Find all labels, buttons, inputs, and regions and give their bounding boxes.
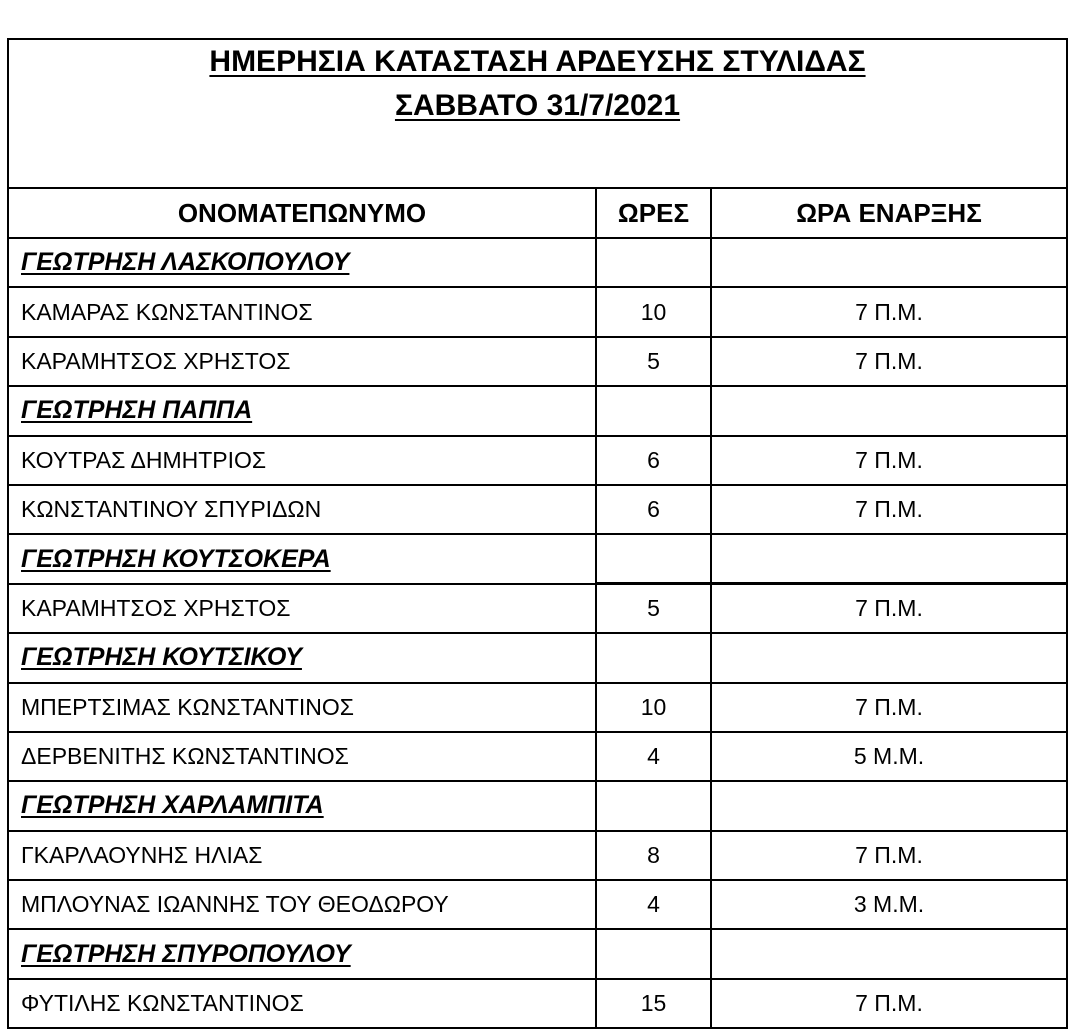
person-name-cell: ΓΚΑΡΛΑΟΥΝΗΣ ΗΛΙΑΣ	[8, 831, 596, 880]
group-heading-empty-cell	[711, 534, 1067, 583]
title-row	[8, 39, 1067, 188]
group-heading-label: ΓΕΩΤΡΗΣΗ ΧΑΡΛΑΜΠΙΤΑ	[8, 781, 596, 830]
group-heading-empty-cell	[711, 929, 1067, 978]
title-line-2-date: ΣΑΒΒΑΤΟ 31/7/2021	[394, 89, 681, 122]
table-row	[8, 831, 1067, 880]
column-header-row	[8, 188, 1067, 238]
table-row	[8, 880, 1067, 929]
person-name-cell: ΚΑΡΑΜΗΤΣΟΣ ΧΡΗΣΤΟΣ	[8, 584, 596, 633]
table-row	[8, 732, 1067, 781]
group-heading-row	[8, 929, 1067, 978]
hours-cell: 4	[596, 880, 711, 929]
hours-cell: 5	[596, 584, 711, 633]
group-heading-label: ΓΕΩΤΡΗΣΗ ΛΑΣΚΟΠΟΥΛΟΥ	[8, 238, 596, 287]
group-heading-empty-cell	[711, 633, 1067, 682]
group-heading-label: ΓΕΩΤΡΗΣΗ ΚΟΥΤΣΙΚΟΥ	[8, 633, 596, 682]
group-heading-empty-cell	[596, 633, 711, 682]
start-time-cell: 7 Π.Μ.	[711, 683, 1067, 732]
person-name-cell: ΔΕΡΒΕΝΙΤΗΣ ΚΩΝΣΤΑΝΤΙΝΟΣ	[8, 732, 596, 781]
group-heading-row	[8, 633, 1067, 682]
start-time-cell: 5 Μ.Μ.	[711, 732, 1067, 781]
hours-cell: 6	[596, 485, 711, 534]
header-start-time: ΩΡΑ ΕΝΑΡΞΗΣ	[711, 188, 1067, 238]
document-title	[8, 39, 1067, 188]
group-heading-empty-cell	[596, 534, 711, 583]
group-heading-row	[8, 781, 1067, 830]
table-row	[8, 979, 1067, 1028]
start-time-cell: 7 Π.Μ.	[711, 584, 1067, 633]
header-name: ΟΝΟΜΑΤΕΠΩΝΥΜΟ	[8, 188, 596, 238]
group-heading-row	[8, 534, 1067, 583]
group-heading-empty-cell	[596, 781, 711, 830]
header-hours: ΩΡΕΣ	[596, 188, 711, 238]
person-name-cell: ΚΑΜΑΡΑΣ ΚΩΝΣΤΑΝΤΙΝΟΣ	[8, 287, 596, 336]
group-heading-empty-cell	[596, 386, 711, 435]
group-heading-label: ΓΕΩΤΡΗΣΗ ΚΟΥΤΣΟΚΕΡΑ	[8, 534, 596, 583]
hours-cell: 8	[596, 831, 711, 880]
group-heading-empty-cell	[711, 386, 1067, 435]
irrigation-schedule-table	[7, 38, 1068, 1029]
hours-cell: 10	[596, 683, 711, 732]
hours-cell: 10	[596, 287, 711, 336]
start-time-cell: 7 Π.Μ.	[711, 337, 1067, 386]
person-name-cell: ΚΑΡΑΜΗΤΣΟΣ ΧΡΗΣΤΟΣ	[8, 337, 596, 386]
title-line-1: ΗΜΕΡΗΣΙΑ ΚΑΤΑΣΤΑΣΗ ΑΡΔΕΥΣΗΣ ΣΤΥΛΙΔΑΣ	[209, 45, 866, 78]
table-row	[8, 485, 1067, 534]
table-row	[8, 584, 1067, 633]
person-name-cell: ΚΟΥΤΡΑΣ ΔΗΜΗΤΡΙΟΣ	[8, 436, 596, 485]
start-time-cell: 7 Π.Μ.	[711, 831, 1067, 880]
group-heading-empty-cell	[711, 781, 1067, 830]
hours-cell: 6	[596, 436, 711, 485]
table-row	[8, 337, 1067, 386]
start-time-cell: 7 Π.Μ.	[711, 485, 1067, 534]
group-heading-row	[8, 386, 1067, 435]
person-name-cell: ΜΠΛΟΥΝΑΣ ΙΩΑΝΝΗΣ ΤΟΥ ΘΕΟΔΩΡΟΥ	[8, 880, 596, 929]
hours-cell: 5	[596, 337, 711, 386]
hours-cell: 15	[596, 979, 711, 1028]
start-time-cell: 7 Π.Μ.	[711, 436, 1067, 485]
table-row	[8, 287, 1067, 336]
group-heading-empty-cell	[596, 238, 711, 287]
group-heading-label: ΓΕΩΤΡΗΣΗ ΣΠΥΡΟΠΟΥΛΟΥ	[8, 929, 596, 978]
hours-cell: 4	[596, 732, 711, 781]
group-heading-empty-cell	[711, 238, 1067, 287]
group-heading-label: ΓΕΩΤΡΗΣΗ ΠΑΠΠΑ	[8, 386, 596, 435]
start-time-cell: 3 Μ.Μ.	[711, 880, 1067, 929]
table-row	[8, 436, 1067, 485]
group-heading-row	[8, 238, 1067, 287]
person-name-cell: ΜΠΕΡΤΣΙΜΑΣ ΚΩΝΣΤΑΝΤΙΝΟΣ	[8, 683, 596, 732]
table-row	[8, 683, 1067, 732]
person-name-cell: ΦΥΤΙΛΗΣ ΚΩΝΣΤΑΝΤΙΝΟΣ	[8, 979, 596, 1028]
person-name-cell: ΚΩΝΣΤΑΝΤΙΝΟΥ ΣΠΥΡΙΔΩΝ	[8, 485, 596, 534]
group-heading-empty-cell	[596, 929, 711, 978]
start-time-cell: 7 Π.Μ.	[711, 979, 1067, 1028]
schedule-body	[8, 238, 1067, 1028]
start-time-cell: 7 Π.Μ.	[711, 287, 1067, 336]
